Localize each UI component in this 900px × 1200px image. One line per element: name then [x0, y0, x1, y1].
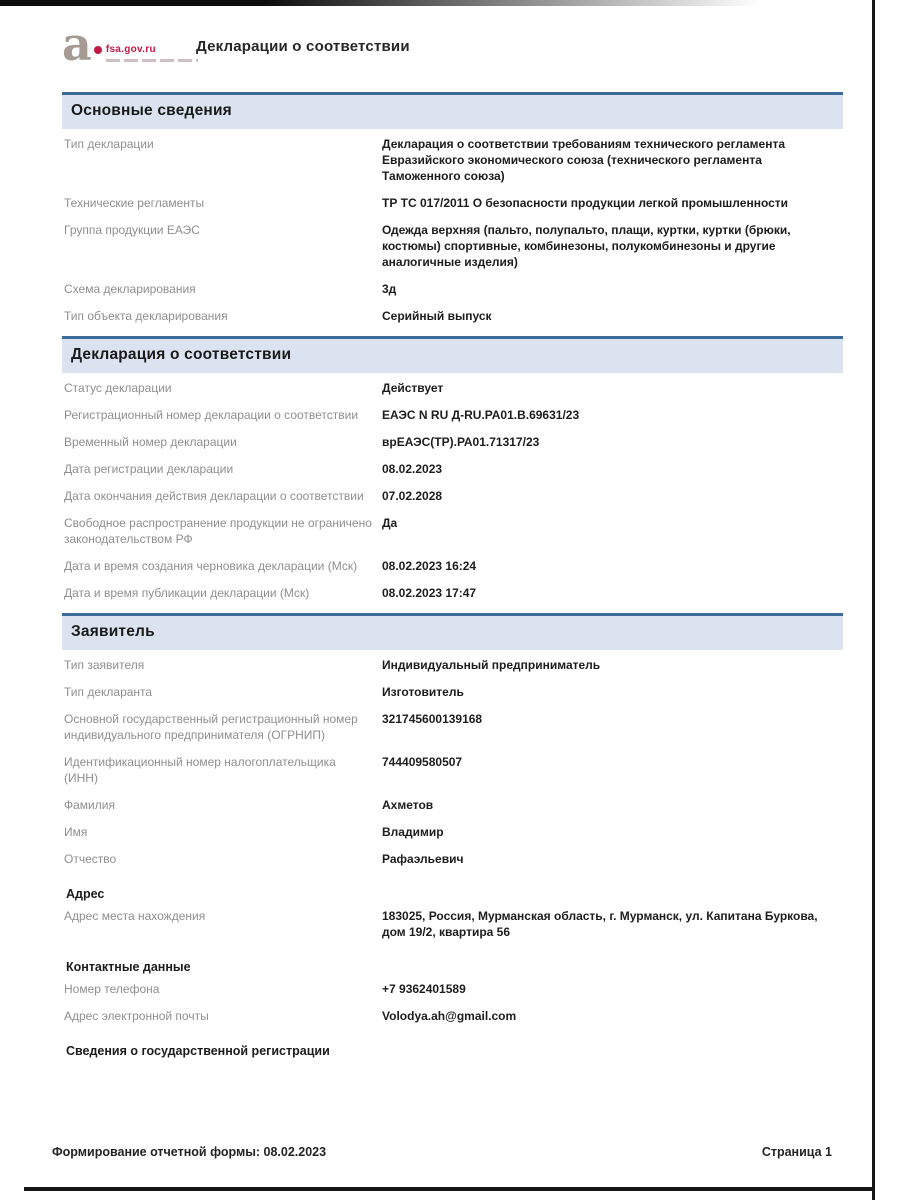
section-header-declaration: Декларация о соответствии [62, 336, 843, 373]
field-label: Дата и время создания черновика декларации (Мск) [64, 559, 358, 573]
field-label: Основной государственный регистрационный номер индивидуального предпринимателя (ОГРНИП) [64, 712, 358, 742]
field-value: Рафаэльевич [382, 852, 464, 866]
field-row [64, 190, 843, 217]
field-row [64, 792, 843, 819]
field-row [64, 303, 843, 330]
field-row [64, 429, 843, 456]
field-label: Тип заявителя [64, 658, 145, 672]
field-label: Имя [64, 825, 88, 839]
section-main-rows [62, 129, 843, 330]
field-label: Идентификационный номер налогоплательщика (ИНН) [64, 755, 336, 785]
field-label: Схема декларирования [64, 282, 196, 296]
fsa-logo-text-block [94, 44, 198, 62]
field-row [64, 456, 843, 483]
field-value: Индивидуальный предприниматель [382, 658, 601, 672]
field-row [64, 819, 843, 846]
fsa-logo-a-icon: а [62, 17, 90, 71]
field-value: Одежда верхняя (пальто, полупальто, плащи, куртки, куртки (брюки, костюмы) спортивные, комбинезоны, полукомбинезоны и другие аналогичные изделия) [382, 223, 791, 269]
field-label: Группа продукции ЕАЭС [64, 223, 200, 237]
field-value: Ахметов [382, 798, 434, 812]
field-value: +7 9362401589 [382, 982, 466, 996]
field-label: Регистрационный номер декларации о соответствии [64, 408, 359, 422]
field-row [64, 580, 843, 607]
field-label: Временный номер декларации [64, 435, 237, 449]
field-row [64, 402, 843, 429]
document-footer [52, 1145, 832, 1159]
field-label: Адрес места нахождения [64, 909, 206, 923]
field-row [64, 217, 843, 276]
field-label: Тип объекта декларирования [64, 309, 228, 323]
photo-edge-bottom [24, 1187, 873, 1191]
photo-edge-top [0, 0, 760, 6]
subsection-heading-state-registration: Сведения о государственной регистрации [66, 1044, 330, 1058]
field-label: Свободное распространение продукции не ограничено законодательством РФ [64, 516, 372, 546]
logo-tagline-decoration [106, 59, 198, 62]
field-label: Технические регламенты [64, 196, 205, 210]
field-label: Адрес электронной почты [64, 1009, 209, 1023]
field-row [64, 706, 843, 749]
logo-red-dot-icon [94, 46, 102, 54]
field-value: 3д [382, 282, 397, 296]
field-row [64, 131, 843, 190]
field-value: 321745600139168 [382, 712, 483, 726]
field-row [64, 483, 843, 510]
logo-brand-text: fsa.gov.ru [105, 44, 156, 55]
field-label: Отчество [64, 852, 117, 866]
photo-edge-right [872, 0, 875, 1200]
document-header [62, 17, 843, 80]
footer-report-date: Формирование отчетной формы: 08.02.2023 [52, 1145, 327, 1159]
field-value: Volodya.ah@gmail.com [382, 1009, 517, 1023]
field-label: Дата регистрации декларации [64, 462, 234, 476]
field-row [64, 749, 843, 792]
field-value: врЕАЭС(ТР).РА01.71317/23 [382, 435, 540, 449]
field-label: Номер телефона [64, 982, 160, 996]
field-value: 744409580507 [382, 755, 463, 769]
field-label: Тип декларанта [64, 685, 153, 699]
subsection-heading-address: Адрес [66, 887, 105, 901]
section-header-main: Основные сведения [62, 92, 843, 129]
field-row [64, 652, 843, 679]
field-value: Декларация о соответствии требованиям технического регламента Евразийского экономического союза (технического регламента Таможенного союза) [382, 137, 786, 183]
section-header-applicant: Заявитель [62, 613, 843, 650]
field-label: Дата и время публикации декларации (Мск) [64, 586, 310, 600]
field-value: 08.02.2023 16:24 [382, 559, 477, 573]
field-value: 183025, Россия, Мурманская область, г. Мурманск, ул. Капитана Буркова, дом 19/2, квартира 56 [382, 909, 818, 939]
field-row [64, 846, 843, 873]
field-row [64, 553, 843, 580]
field-row [64, 510, 843, 553]
field-value: Серийный выпуск [382, 309, 492, 323]
field-label: Статус декларации [64, 381, 172, 395]
field-label: Тип декларации [64, 137, 154, 151]
field-value: 07.02.2028 [382, 489, 443, 503]
field-row [64, 375, 843, 402]
field-value: 08.02.2023 [382, 462, 443, 476]
footer-page-number: Страница 1 [761, 1145, 832, 1159]
field-label: Фамилия [64, 798, 115, 812]
section-applicant-rows [62, 650, 843, 1058]
section-declaration-rows [62, 373, 843, 607]
field-label: Дата окончания действия декларации о соответствии [64, 489, 364, 503]
field-value: Да [382, 516, 398, 530]
subsection-heading-contacts: Контактные данные [66, 960, 191, 974]
field-row [64, 679, 843, 706]
field-value: Изготовитель [382, 685, 464, 699]
field-row [64, 1003, 843, 1030]
field-row [64, 903, 843, 946]
field-value: 08.02.2023 17:47 [382, 586, 477, 600]
field-value: Владимир [382, 825, 444, 839]
field-value: Действует [382, 381, 444, 395]
field-row [64, 976, 843, 1003]
field-value: ЕАЭС N RU Д-RU.РА01.В.69631/23 [382, 408, 580, 422]
field-value: ТР ТС 017/2011 О безопасности продукции легкой промышленности [382, 196, 789, 210]
fsa-logo [62, 17, 182, 71]
field-row [64, 276, 843, 303]
page-title: Декларации о соответствии [196, 38, 410, 55]
